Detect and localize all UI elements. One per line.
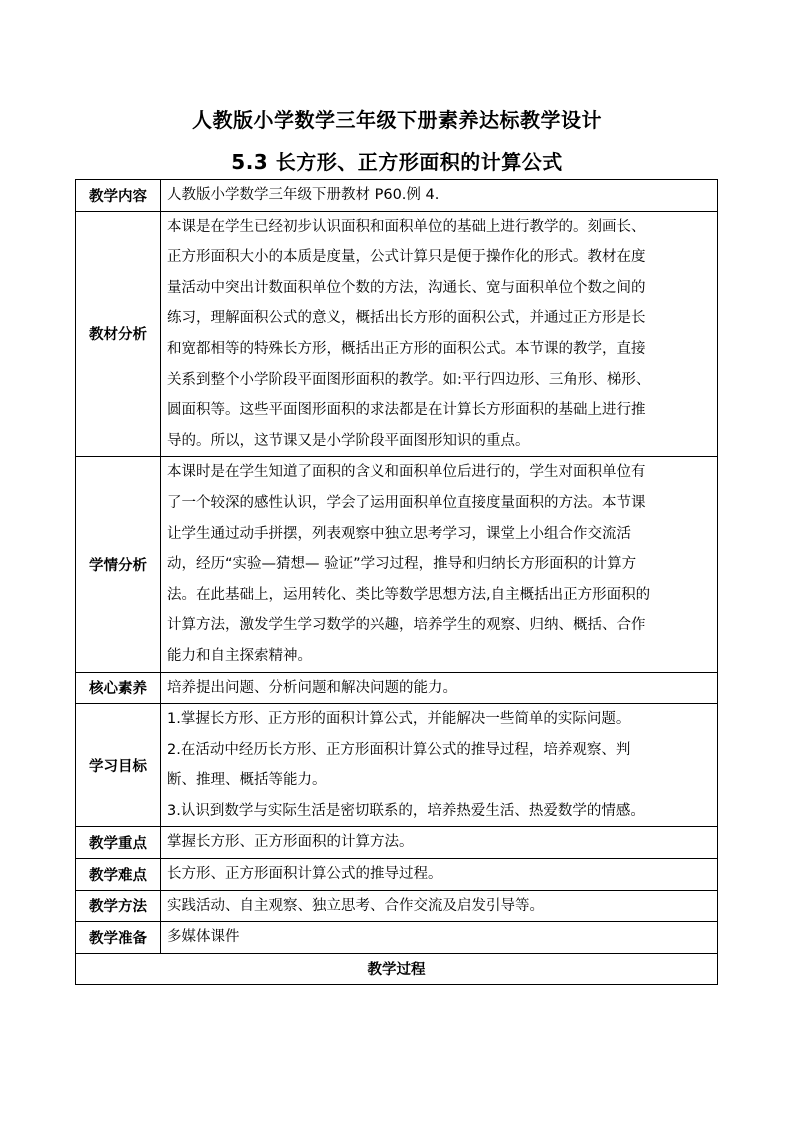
content-line: 和宽都相等的特殊长方形，概括出正方形的面积公式。本节课的教学，直接 bbox=[167, 340, 646, 357]
row-label: 教学重点 bbox=[76, 827, 161, 859]
content-line: 培养提出问题、分析问题和解决问题的能力。 bbox=[167, 679, 457, 696]
content-line: 了一个较深的感性认识，学会了运用面积单位直接度量面积的方法。本节课 bbox=[167, 494, 646, 511]
document-title: 人教版小学数学三年级下册素养达标教学设计 bbox=[192, 108, 602, 132]
content-line: 法。在此基础上，运用转化、类比等数学思想方法,自主概括出正方形面积的 bbox=[167, 586, 651, 603]
content-line: 多媒体课件 bbox=[167, 929, 240, 946]
content-line: 动，经历“实验—猜想— 验证”学习过程，推导和归纳长方形面积的计算方 bbox=[167, 556, 637, 573]
table-row-learning-objectives bbox=[76, 704, 718, 827]
table-row-difficulties bbox=[76, 859, 718, 891]
table-row-core-literacy bbox=[76, 672, 718, 704]
content-line: 练习，理解面积公式的意义，概括出长方形的面积公式，并通过正方形是长 bbox=[167, 310, 646, 327]
content-line: 正方形面积大小的本质是度量，公式计算只是便于操作化的形式。教材在度 bbox=[167, 249, 646, 266]
content-line: 人教版小学数学三年级下册教材 P60.例 4. bbox=[167, 187, 440, 203]
table-row-student-analysis bbox=[76, 457, 718, 672]
content-line: 圆面积等。这些平面图形面积的求法都是在计算长方形面积的基础上进行推 bbox=[167, 402, 646, 419]
row-label: 学习目标 bbox=[76, 704, 161, 827]
row-content bbox=[161, 859, 718, 891]
content-line: 长方形、正方形面积计算公式的推导过程。 bbox=[167, 866, 443, 883]
lesson-plan-table bbox=[75, 179, 718, 985]
content-line: 实践活动、自主观察、独立思考、合作交流及启发引导等。 bbox=[167, 897, 544, 914]
content-line: 断、推理、概括等能力。 bbox=[167, 772, 327, 789]
row-content bbox=[161, 457, 718, 672]
row-content bbox=[161, 890, 718, 922]
row-label: 教学内容 bbox=[76, 180, 161, 212]
content-line: 关系到整个小学阶段平面图形面积的教学。如:平行四边形、三角形、梯形、 bbox=[167, 371, 651, 388]
content-line: 1.掌握长方形、正方形的面积计算公式，并能解决一些简单的实际问题。 bbox=[167, 711, 631, 728]
content-line: 能力和自主探索精神。 bbox=[167, 647, 312, 664]
content-line: 量活动中突出计数面积单位个数的方法，沟通长、宽与面积单位个数之间的 bbox=[167, 279, 646, 296]
content-line: 本课是在学生已经初步认识面积和面积单位的基础上进行教学的。刻画长、 bbox=[167, 218, 646, 235]
content-line: 2.在活动中经历长方形、正方形面积计算公式的推导过程，培养观察、判 bbox=[167, 741, 631, 758]
row-content bbox=[161, 211, 718, 457]
content-line: 3.认识到数学与实际生活是密切联系的，培养热爱生活、热爱数学的情感。 bbox=[167, 802, 645, 819]
content-line: 本课时是在学生知道了面积的含义和面积单位后进行的，学生对面积单位有 bbox=[167, 464, 646, 481]
content-line: 导的。所以，这节课又是小学阶段平面图形知识的重点。 bbox=[167, 432, 530, 449]
content-line: 掌握长方形、正方形面积的计算方法。 bbox=[167, 834, 414, 851]
table-row-preparation bbox=[76, 922, 718, 954]
row-content bbox=[161, 827, 718, 859]
row-content bbox=[161, 922, 718, 954]
table-row-methods bbox=[76, 890, 718, 922]
row-label: 教材分析 bbox=[76, 211, 161, 457]
lesson-title: 5.3 长方形、正方形面积的计算公式 bbox=[231, 150, 563, 174]
row-content bbox=[161, 180, 718, 212]
row-label: 学情分析 bbox=[76, 457, 161, 672]
row-label: 教学方法 bbox=[76, 890, 161, 922]
row-label: 核心素养 bbox=[76, 672, 161, 704]
row-label: 教学准备 bbox=[76, 922, 161, 954]
row-content bbox=[161, 704, 718, 827]
content-line: 让学生通过动手拼摆，列表观察中独立思考学习，课堂上小组合作交流活 bbox=[167, 525, 631, 542]
teaching-process-header: 教学过程 bbox=[76, 953, 718, 984]
content-line: 计算方法，激发学生学习数学的兴趣，培养学生的观察、归纳、概括、合作 bbox=[167, 617, 646, 634]
table-row-teaching-process bbox=[76, 953, 718, 984]
table-row-textbook-analysis bbox=[76, 211, 718, 457]
row-content bbox=[161, 672, 718, 704]
table-row-key-points bbox=[76, 827, 718, 859]
row-label: 教学难点 bbox=[76, 859, 161, 891]
table-row-content bbox=[76, 180, 718, 212]
